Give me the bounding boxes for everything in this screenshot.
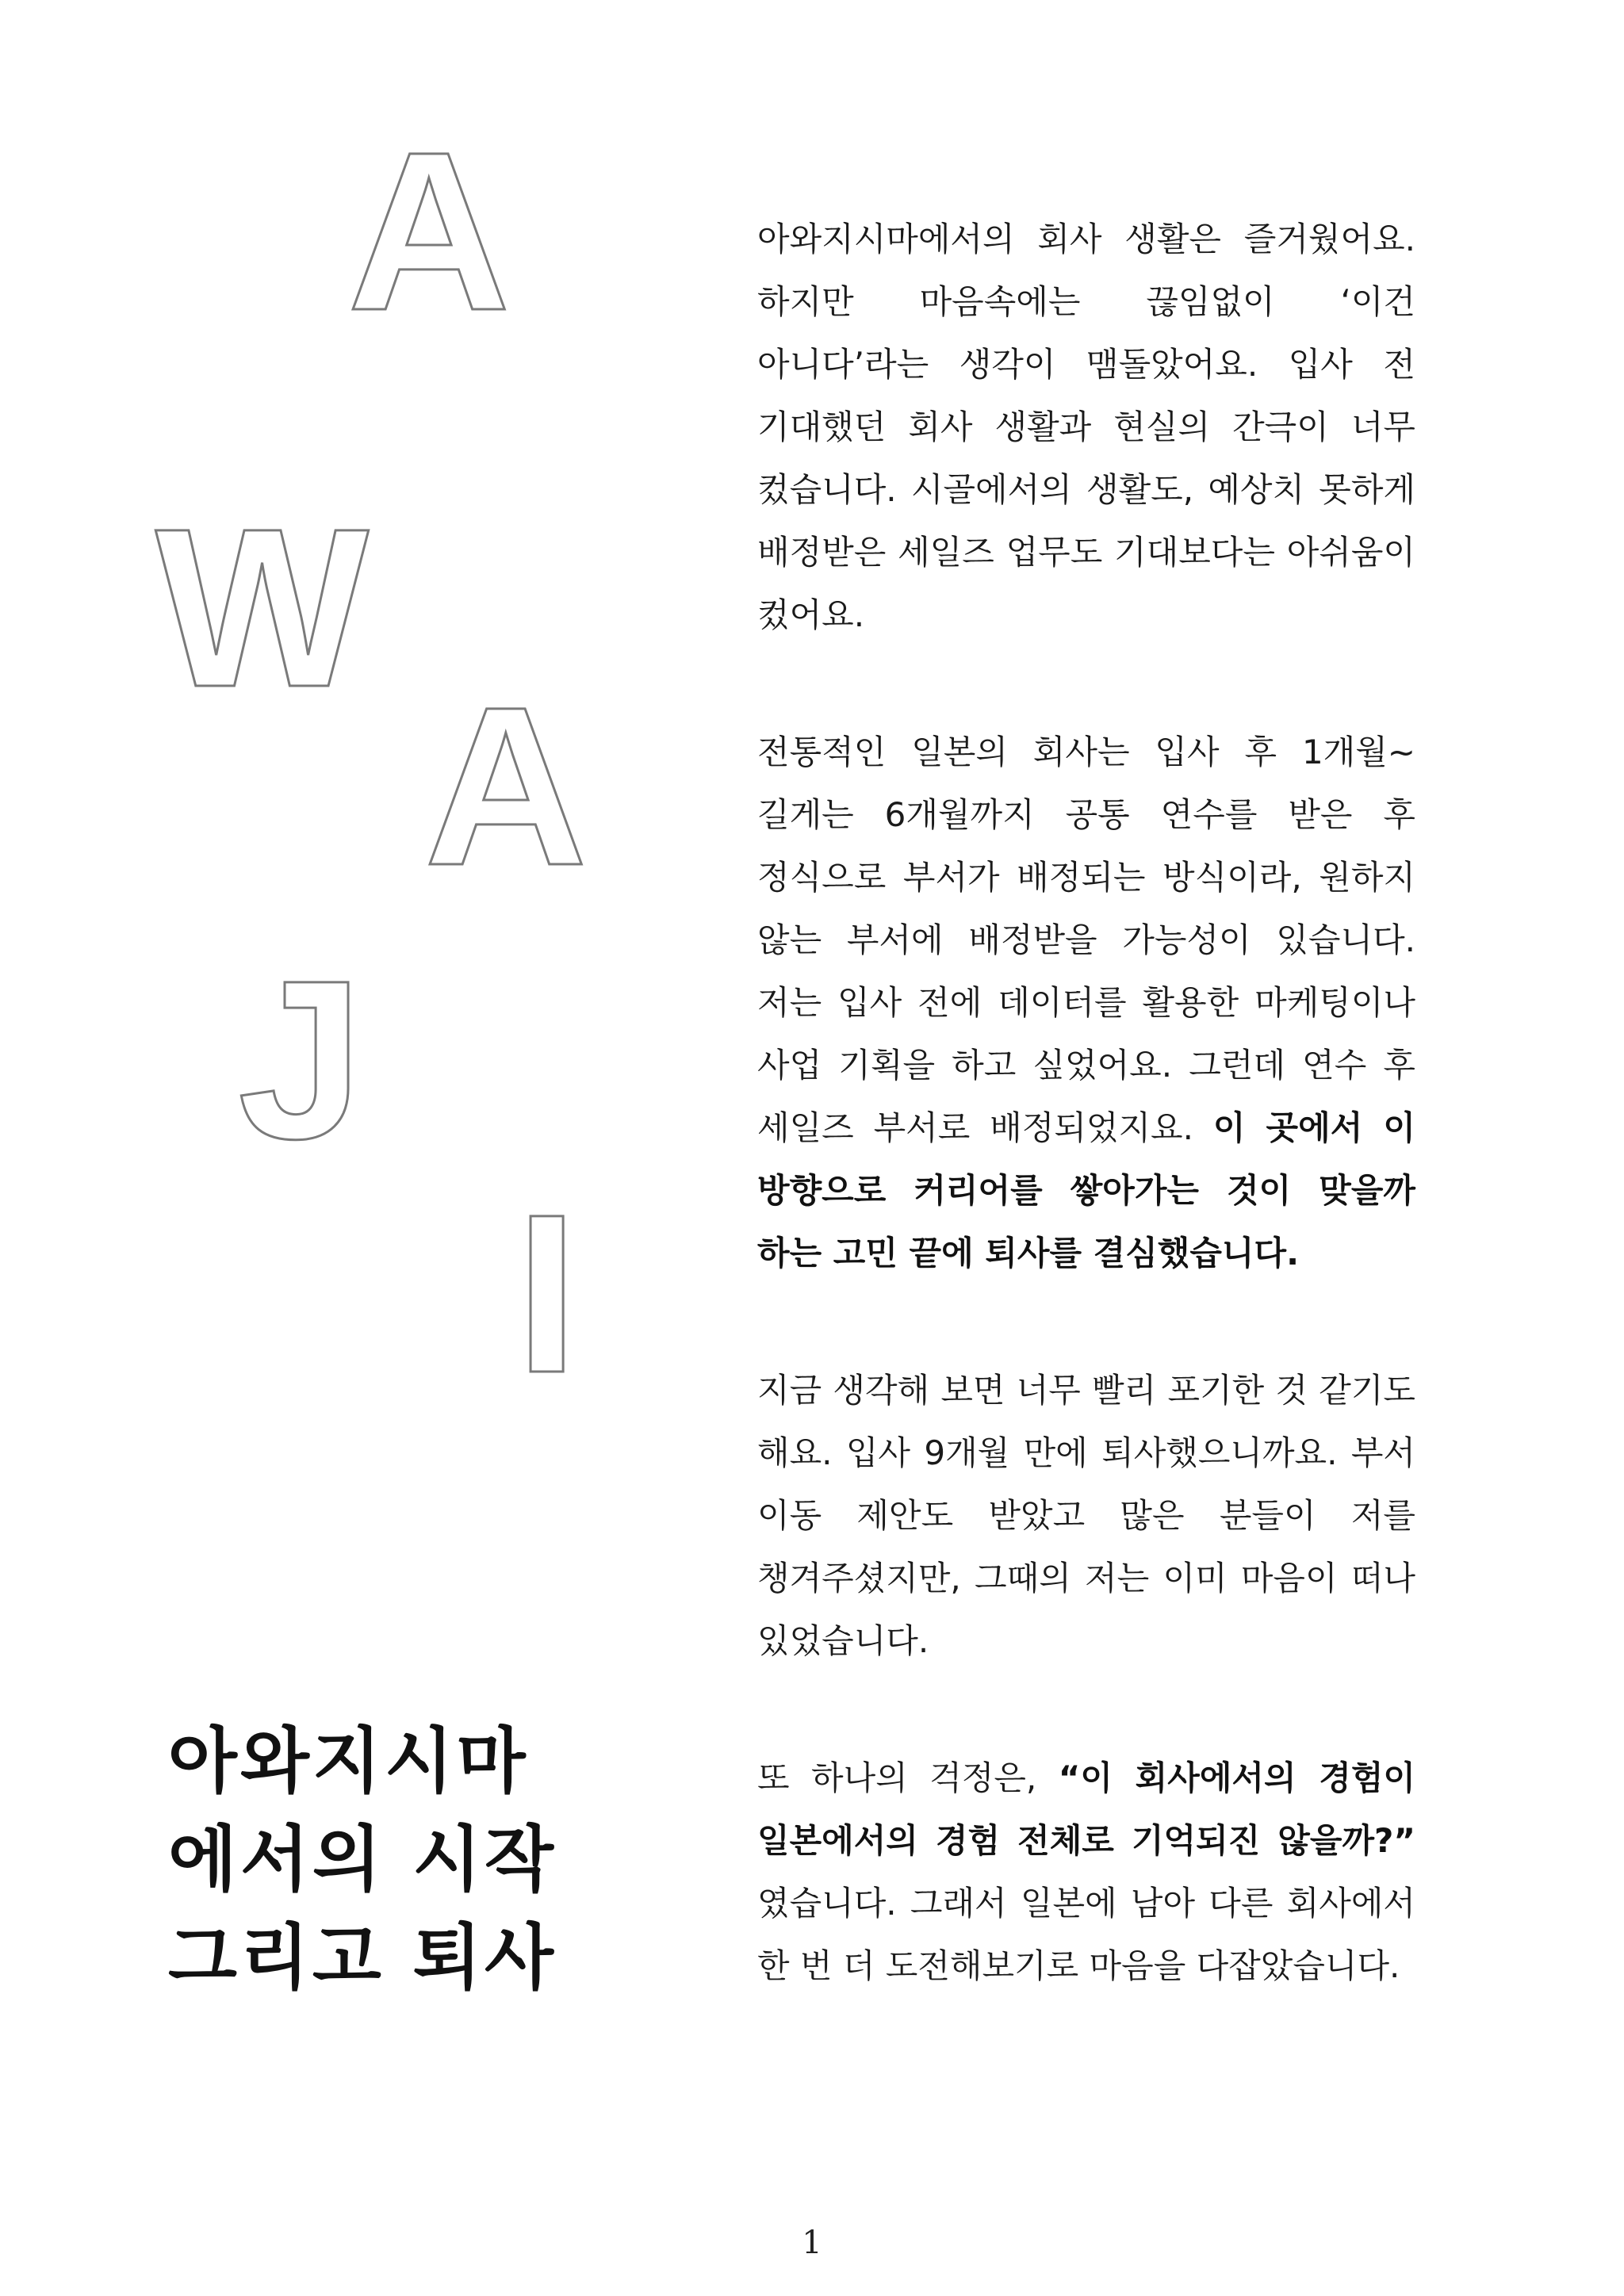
decor-letter-i: I [515, 1168, 579, 1420]
title-line-3: 그리고 퇴사 [168, 1916, 557, 1999]
decor-letter-a-2: A [424, 660, 588, 913]
title-line-1: 아와지시마 [168, 1720, 529, 1803]
paragraph-3: 지금 생각해 보면 너무 빨리 포기한 것 같기도 해요. 입사 9개월 만에 퇴사했으니까요. 부서 이동 제안도 받았고 많은 분들이 저를 챙겨주셨지만, 그때의 저는 이미 마음이 떠나 있었습니다. [757, 1371, 1415, 1660]
decor-letter-j: J [238, 934, 364, 1186]
paragraph-2-text: 전통적인 일본의 회사는 입사 후 1개월~길게는 6개월까지 공통 연수를 받은 후 정식으로 부서가 배정되는 방식이라, 원하지 않는 부서에 배정받을 가능성이 있습니다. 저는 입사 전에 데이터를 활용한 마케팅이나 사업 기획을 하고 싶었어요. 그런데 연수 후 세일즈 부서로 배정되었지요. [757, 733, 1415, 1147]
body-text-column [757, 208, 1415, 2072]
paragraph-4-intro: 또 하나의 걱정은, [757, 1758, 1059, 1797]
paragraph-1: 아와지시마에서의 회사 생활은 즐거웠어요. 하지만 마음속에는 끊임없이 ‘이건 아니다’라는 생각이 맴돌았어요. 입사 전 기대했던 회사 생활과 현실의 간극이 너무 컸습니다. 시골에서의 생활도, 예상치 못하게 배정받은 세일즈 업무도 기대보다는 아쉬움이 컸어요. [757, 220, 1415, 634]
title-line-2: 에서의 시작 [168, 1818, 557, 1901]
paragraph-4 [757, 1747, 1415, 1997]
decor-letter-w: W [155, 482, 369, 734]
paragraph-2-emphasis: 이 곳에서 이 방향으로 커리어를 쌓아가는 것이 맞을까 하는 고민 끝에 퇴사를 결심했습니다. [757, 1108, 1415, 1272]
paragraph-2 [757, 721, 1415, 1284]
paragraph-4-text: 였습니다. 그래서 일본에 남아 다른 회사에서 한 번 더 도전해보기로 마음을 다잡았습니다. [757, 1884, 1415, 1985]
page-number: 1 [802, 2225, 822, 2261]
decor-letter-a-1: A [347, 105, 511, 358]
page-title [168, 1712, 612, 2007]
paragraph-4-quote: “이 회사에서의 경험이 일본에서의 경험 전체로 기억되진 않을까?” [757, 1758, 1415, 1860]
